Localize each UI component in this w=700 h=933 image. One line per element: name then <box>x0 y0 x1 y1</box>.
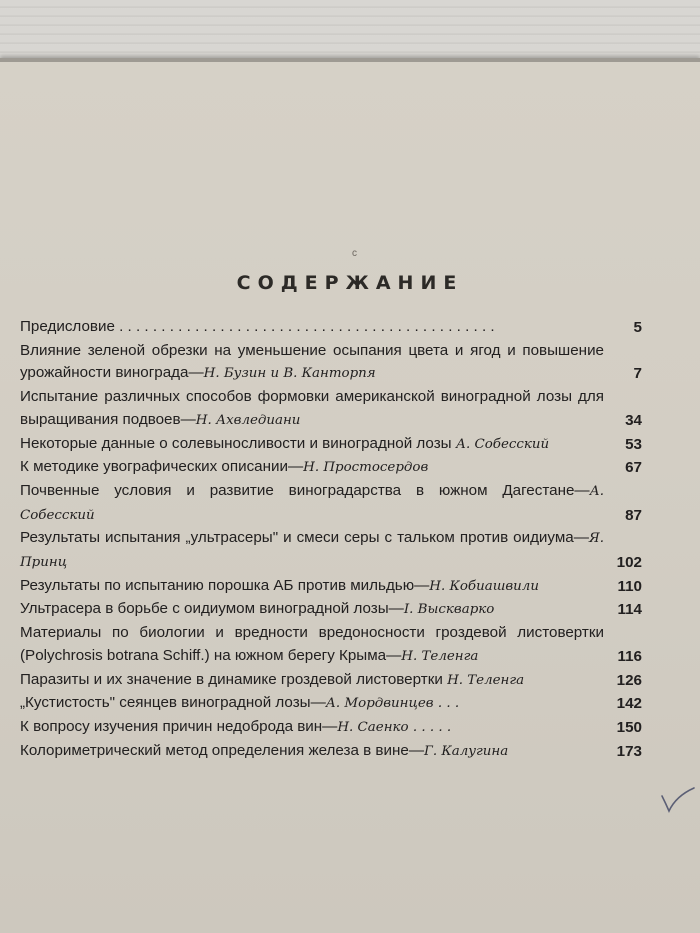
entry-page-number: 114 <box>617 601 642 619</box>
entry-title: К вопросу изучения причин недоброда вин—Н. Саенко . . . . . <box>20 717 452 735</box>
entry-title: Предисловие . . . . . . . . . . . . . . . . . . . . . . . . . . . . . . . . . . . . . . . . . . . . . <box>20 318 495 335</box>
table-of-contents <box>20 316 642 763</box>
toc-entry <box>20 692 642 716</box>
entry-page-number: 150 <box>616 718 642 736</box>
entry-page-number: 102 <box>616 554 642 572</box>
entry-title: Материалы по биологии и вредности вредоносности гроздевой листовертки (Polychrosis botrana Schiff.) на южном берегу Крыма—Н. Теленга <box>20 624 604 664</box>
page-top-edge <box>0 58 700 62</box>
entry-page-number: 87 <box>625 506 642 524</box>
entry-title: Паразиты и их значение в динамике гроздевой листовертки Н. Теленга <box>20 670 525 688</box>
entry-title: Колориметрический метод определения железа в вине—Г. Калугина <box>20 741 509 759</box>
toc-entry <box>20 527 642 574</box>
entry-page-number: 126 <box>616 671 642 689</box>
entry-page-number: 67 <box>625 459 642 477</box>
entry-title: Испытание различных способов формовки американской виноградной лозы для выращивания подвоев—Н. Ахвледиани <box>20 388 604 428</box>
entry-title: К методике увографических описании—Н. Простосердов <box>20 458 429 476</box>
pencil-check-mark-icon <box>660 784 696 818</box>
entry-title: Влияние зеленой обрезки на уменьшение осыпания цвета и ягод и повышение урожайности винограда—Н. Бузин и В. Канторпя <box>20 341 604 382</box>
stray-mark: ᴄ <box>352 248 357 259</box>
entry-title: Некоторые данные о солевыносливости и виноградной лозы А. Собесский <box>20 434 550 452</box>
entry-page-number: 7 <box>633 365 642 383</box>
entry-title: Результаты по испытанию порошка АБ против мильдью—Н. Кобиашвили <box>20 576 539 594</box>
toc-entry <box>20 575 642 599</box>
toc-entry <box>20 716 642 740</box>
entry-title: Результаты испытания „ультрасеры" и смеси серы с тальком против оидиума—Я. Принц <box>20 529 604 571</box>
toc-entry <box>20 456 642 480</box>
toc-entry <box>20 669 642 693</box>
entry-title: Ультрасера в борьбе с оидиумом виноградной лозы—І. Выскварко <box>20 600 495 618</box>
toc-entry <box>20 622 642 668</box>
entry-page-number: 5 <box>633 319 642 336</box>
entry-page-number: 173 <box>616 742 642 760</box>
entry-page-number: 116 <box>617 647 642 665</box>
toc-entry <box>20 386 642 432</box>
entry-page-number: 53 <box>625 435 642 453</box>
entry-page-number: 110 <box>617 577 642 595</box>
toc-entry <box>20 433 642 457</box>
entry-title: Почвенные условия и развитие виноградарства в южном Дагестане—А. Собесский <box>20 481 604 523</box>
toc-entry <box>20 598 642 622</box>
toc-entry <box>20 316 642 340</box>
toc-entry <box>20 740 642 764</box>
toc-entry <box>20 340 642 386</box>
entry-page-number: 34 <box>625 411 642 429</box>
entry-title: „Кустистость" сеянцев виноградной лозы—А. Мордвинцев . . . <box>20 694 460 712</box>
entry-page-number: 142 <box>616 695 642 713</box>
page-title: СОДЕРЖАНИЕ <box>236 272 464 294</box>
toc-entry <box>20 480 642 527</box>
